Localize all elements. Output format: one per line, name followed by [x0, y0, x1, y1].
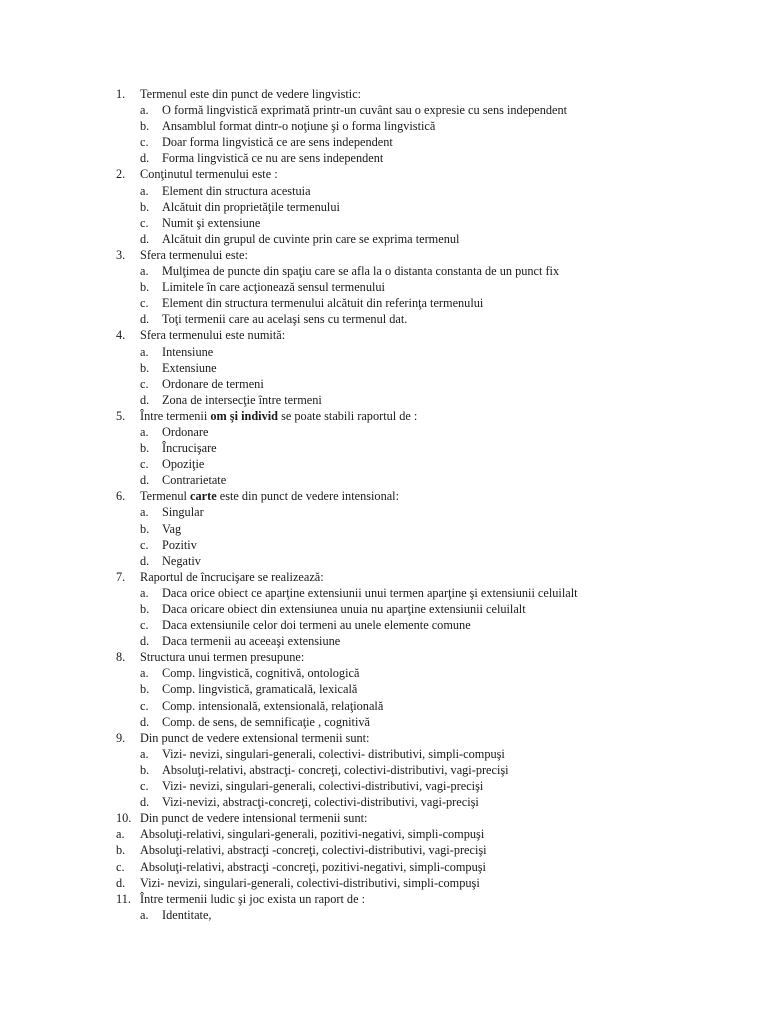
option-letter: a.	[140, 424, 149, 439]
answer-option	[0, 794, 768, 810]
option-text: Comp. lingvistică, gramaticală, lexicală	[162, 682, 358, 697]
option-letter: a.	[140, 505, 149, 520]
option-text: Pozitiv	[162, 537, 197, 552]
question-number: 11.	[116, 891, 131, 906]
option-text: Zona de intersecţie între termeni	[162, 392, 322, 407]
option-letter: a.	[140, 183, 149, 198]
question-text: Conţinutul termenului este :	[140, 167, 278, 182]
question-item	[0, 327, 768, 343]
option-text: Absoluţi-relativi, abstracţi -concreţi, colectivi-distributivi, vagi-precişi	[140, 843, 487, 858]
answer-option	[0, 150, 768, 166]
option-letter: c.	[140, 215, 149, 230]
question-text: Sfera termenului este:	[140, 247, 248, 262]
option-letter: a.	[116, 827, 125, 842]
answer-option	[0, 118, 768, 134]
option-letter: d.	[140, 151, 150, 166]
question-item	[0, 891, 768, 907]
option-text: Alcătuit din proprietăţile termenului	[162, 199, 340, 214]
answer-option	[0, 440, 768, 456]
answer-option	[0, 504, 768, 520]
option-text: Daca extensiunile celor doi termeni au unele elemente comune	[162, 618, 471, 633]
answer-option	[0, 585, 768, 601]
question-item	[0, 408, 768, 424]
option-letter: d.	[116, 875, 126, 890]
question-item	[0, 488, 768, 504]
option-text: Forma lingvistică ce nu are sens independent	[162, 151, 384, 166]
option-letter: a.	[140, 344, 149, 359]
option-text: Comp. intensională, extensională, relaţională	[162, 698, 384, 713]
option-letter: b.	[140, 199, 150, 214]
option-letter: d.	[140, 714, 150, 729]
option-letter: c.	[140, 296, 149, 311]
question-item	[0, 166, 768, 182]
answer-option	[0, 134, 768, 150]
option-text: Absoluţi-relativi, singulari-generali, pozitivi-negativi, simpli-compuşi	[140, 827, 485, 842]
question-number: 9.	[116, 730, 126, 745]
option-letter: b.	[140, 441, 150, 456]
answer-option	[0, 360, 768, 376]
option-letter: a.	[140, 103, 149, 118]
option-text: Ansamblul format dintr-o noţiune şi o forma lingvistică	[162, 119, 436, 134]
option-letter: c.	[140, 779, 149, 794]
answer-option	[0, 746, 768, 762]
option-text: Daca termenii au aceeaşi extensiune	[162, 634, 341, 649]
answer-option	[0, 698, 768, 714]
option-text: Vizi-nevizi, abstracţi-concreţi, colectivi-distributivi, vagi-precişi	[162, 795, 479, 810]
answer-option	[0, 472, 768, 488]
answer-option	[0, 521, 768, 537]
option-text: Limitele în care acţionează sensul termenului	[162, 280, 385, 295]
option-letter: d.	[140, 231, 150, 246]
question-number: 8.	[116, 650, 126, 665]
option-letter: a.	[140, 666, 149, 681]
document-page	[0, 86, 768, 923]
answer-option	[0, 456, 768, 472]
answer-option	[0, 295, 768, 311]
option-letter: c.	[140, 618, 149, 633]
question-text-pre: Termenul	[140, 489, 191, 504]
option-text: Ordonare	[162, 424, 209, 439]
question-number: 6.	[116, 489, 126, 504]
option-text: Contrarietate	[162, 473, 227, 488]
answer-option	[0, 215, 768, 231]
question-number: 7.	[116, 569, 126, 584]
option-letter: c.	[140, 537, 149, 552]
answer-option	[0, 344, 768, 360]
answer-option	[0, 553, 768, 569]
question-text: Raportul de încrucişare se realizează:	[140, 569, 324, 584]
option-text: Singular	[162, 505, 204, 520]
question-number: 3.	[116, 247, 126, 262]
answer-option	[0, 424, 768, 440]
option-text: Doar forma lingvistică ce are sens independent	[162, 135, 393, 150]
question-number: 2.	[116, 167, 126, 182]
question-item	[0, 247, 768, 263]
question-text-bold: carte	[190, 489, 217, 504]
question-item	[0, 86, 768, 102]
option-text: Daca oricare obiect din extensiunea unuia nu aparţine extensiunii celuilalt	[162, 602, 526, 616]
option-letter: a.	[140, 264, 149, 279]
option-letter: c.	[140, 135, 149, 150]
option-letter: d.	[140, 473, 150, 488]
question-text-bold: om şi individ	[210, 408, 279, 423]
answer-option	[0, 714, 768, 730]
option-letter: b.	[116, 843, 126, 858]
option-text: Absoluţi-relativi, abstracţi -concreţi, pozitivi-negativi, simpli-compuşi	[140, 859, 486, 874]
question-text: Din punct de vedere extensional termenii sunt:	[140, 730, 370, 745]
answer-option	[0, 826, 768, 842]
option-letter: b.	[140, 682, 150, 697]
option-letter: c.	[140, 698, 149, 713]
question-number: 5.	[116, 408, 126, 423]
option-text: Vag	[162, 521, 182, 536]
answer-option	[0, 665, 768, 681]
question-item	[0, 730, 768, 746]
question-text: Sfera termenului este numită:	[140, 328, 286, 343]
question-text	[140, 488, 399, 504]
option-letter: b.	[140, 119, 150, 134]
answer-option	[0, 311, 768, 327]
option-letter: b.	[140, 280, 150, 295]
answer-option	[0, 263, 768, 279]
option-letter: d.	[140, 795, 150, 810]
option-text: Intensiune	[162, 344, 214, 359]
option-letter: d.	[140, 312, 150, 327]
question-text: Structura unui termen presupune:	[140, 650, 305, 665]
answer-option	[0, 778, 768, 794]
answer-option	[0, 279, 768, 295]
option-text: Comp. lingvistică, cognitivă, ontologică	[162, 666, 360, 681]
answer-option	[0, 183, 768, 199]
option-letter: d.	[140, 392, 150, 407]
option-text: Ordonare de termeni	[162, 376, 264, 391]
answer-option	[0, 102, 768, 118]
answer-option	[0, 681, 768, 697]
option-letter: c.	[140, 457, 149, 472]
answer-option	[0, 537, 768, 553]
option-letter: b.	[140, 602, 150, 616]
option-letter: a.	[140, 585, 149, 600]
answer-option	[0, 199, 768, 215]
answer-option	[0, 601, 768, 617]
option-text: Extensiune	[162, 360, 217, 375]
answer-option	[0, 376, 768, 392]
answer-option	[0, 859, 768, 875]
answer-option	[0, 231, 768, 247]
question-text	[140, 408, 417, 424]
question-text: Între termenii ludic şi joc exista un raport de :	[140, 891, 366, 906]
option-letter: b.	[140, 521, 150, 536]
question-item	[0, 569, 768, 585]
option-text: Numit şi extensiune	[162, 215, 261, 230]
question-number: 1.	[116, 87, 126, 101]
option-letter: a.	[140, 907, 149, 922]
option-letter: d.	[140, 553, 150, 568]
option-letter: c.	[116, 859, 125, 874]
question-item	[0, 810, 768, 826]
answer-option	[0, 392, 768, 408]
option-text: Vizi- nevizi, singulari-generali, colectivi-distributivi, vagi-precişi	[162, 779, 484, 794]
option-text: O formă lingvistică exprimată printr-un cuvânt sau o expresie cu sens independent	[162, 103, 568, 118]
answer-option	[0, 842, 768, 858]
option-text: Absoluţi-relativi, abstracţi- concreţi, colectivi-distributivi, vagi-precişi	[162, 762, 509, 777]
option-text: Element din structura acestuia	[162, 183, 311, 198]
question-number: 4.	[116, 328, 126, 343]
option-letter: b.	[140, 360, 150, 375]
option-text: Opoziţie	[162, 457, 205, 472]
option-letter: a.	[140, 746, 149, 761]
option-text: Daca orice obiect ce aparţine extensiunii unui termen aparţine şi extensiunii celuilalt	[162, 585, 578, 600]
answer-option	[0, 762, 768, 778]
answer-option	[0, 617, 768, 633]
question-text-post: se poate stabili raportul de :	[278, 408, 418, 423]
question-number: 10.	[116, 811, 132, 826]
option-letter: d.	[140, 634, 150, 649]
answer-option	[0, 907, 768, 923]
answer-option	[0, 633, 768, 649]
question-item	[0, 649, 768, 665]
option-text: Comp. de sens, de semnificaţie , cognitivă	[162, 714, 370, 729]
option-text: Toţi termenii care au acelaşi sens cu termenul dat.	[162, 312, 408, 327]
question-text-pre: Între termenii	[140, 408, 211, 423]
option-letter: c.	[140, 376, 149, 391]
question-text: Termenul este din punct de vedere lingvistic:	[140, 87, 362, 101]
option-text: Vizi- nevizi, singulari-generali, colectivi-distributivi, simpli-compuşi	[140, 875, 480, 890]
option-text: Mulţimea de puncte din spaţiu care se afla la o distanta constanta de un punct fix	[162, 264, 560, 279]
option-text: Identitate,	[162, 907, 212, 922]
question-text: Din punct de vedere intensional termenii sunt:	[140, 811, 368, 826]
option-text: Vizi- nevizi, singulari-generali, colectivi- distributivi, simpli-compuşi	[162, 746, 505, 761]
question-text-post: este din punct de vedere intensional:	[216, 489, 400, 504]
answer-option	[0, 875, 768, 891]
option-text: Negativ	[162, 553, 201, 568]
option-text: Alcătuit din grupul de cuvinte prin care se exprima termenul	[162, 231, 460, 246]
option-text: Element din structura termenului alcătuit din referinţa termenului	[162, 296, 484, 311]
option-text: Încrucişare	[162, 441, 217, 456]
option-letter: b.	[140, 762, 150, 777]
